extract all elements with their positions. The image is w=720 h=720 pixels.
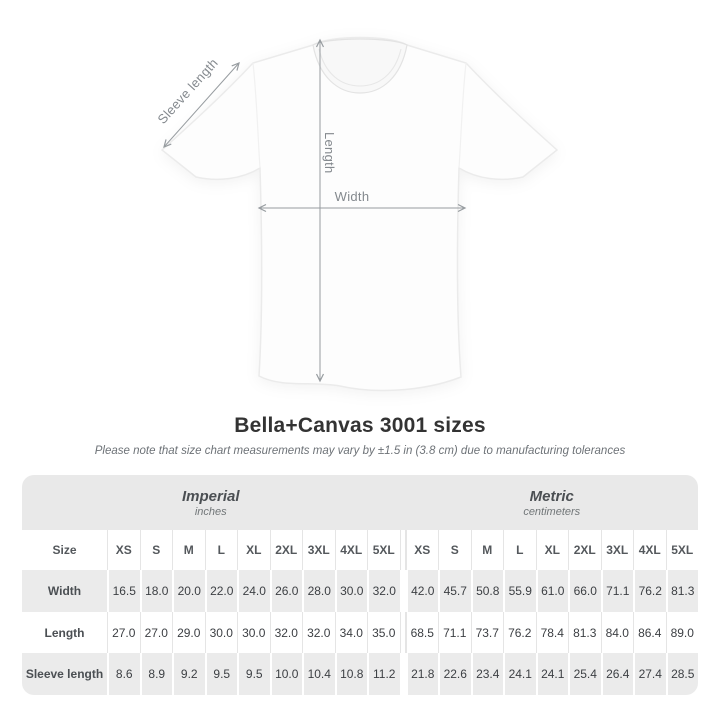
size-col-header: S: [140, 530, 173, 570]
value-cell: 86.4: [633, 612, 666, 653]
size-col-header: M: [471, 530, 504, 570]
value-cell: 18.0: [140, 570, 173, 612]
value-cell: 22.6: [438, 653, 471, 695]
value-cell: 30.0: [335, 570, 368, 612]
value-cell: 68.5: [406, 612, 439, 653]
value-cell: 22.0: [205, 570, 238, 612]
size-col-header: 2XL: [270, 530, 303, 570]
value-cell: 9.5: [237, 653, 270, 695]
value-cell: 8.6: [107, 653, 140, 695]
value-cell: 84.0: [601, 612, 634, 653]
value-cell: 24.1: [536, 653, 569, 695]
value-cell: 20.0: [172, 570, 205, 612]
size-col-header: 3XL: [302, 530, 335, 570]
value-cell: 27.0: [140, 612, 173, 653]
value-cell: 16.5: [107, 570, 140, 612]
value-cell: 34.0: [335, 612, 368, 653]
value-cell: 27.0: [107, 612, 140, 653]
size-col-header: 2XL: [568, 530, 601, 570]
value-cell: 45.7: [438, 570, 471, 612]
value-cell: 10.8: [335, 653, 368, 695]
metric-label: Metric: [529, 487, 574, 505]
size-col-header: XL: [237, 530, 270, 570]
metric-group-header: [406, 475, 699, 530]
imperial-group-header: [22, 475, 400, 530]
length-dimension-label: Length: [322, 132, 337, 174]
size-col-header: XL: [536, 530, 569, 570]
size-col-header: XS: [107, 530, 140, 570]
value-cell: 28.5: [666, 653, 699, 695]
value-cell: 76.2: [633, 570, 666, 612]
value-cell: 26.0: [270, 570, 303, 612]
value-cell: 30.0: [205, 612, 238, 653]
value-cell: 24.0: [237, 570, 270, 612]
tshirt-graphic: [162, 38, 557, 391]
value-cell: 21.8: [406, 653, 439, 695]
value-cell: 26.4: [601, 653, 634, 695]
value-cell: 10.0: [270, 653, 303, 695]
size-col-header: L: [205, 530, 238, 570]
size-col-header: 3XL: [601, 530, 634, 570]
value-cell: 66.0: [568, 570, 601, 612]
value-cell: 71.1: [438, 612, 471, 653]
value-cell: 32.0: [367, 570, 400, 612]
value-cell: 55.9: [503, 570, 536, 612]
row-label: Sleeve length: [22, 653, 107, 695]
imperial-unit: inches: [194, 505, 227, 518]
value-cell: 81.3: [568, 612, 601, 653]
size-col-header: 4XL: [633, 530, 666, 570]
value-cell: 9.5: [205, 653, 238, 695]
value-cell: 25.4: [568, 653, 601, 695]
imperial-label: Imperial: [181, 487, 240, 505]
metric-unit: centimeters: [523, 505, 581, 518]
tolerance-note: Please note that size chart measurements may vary by ±1.5 in (3.8 cm) due to manufacturing tolerances: [94, 445, 626, 457]
value-cell: 23.4: [471, 653, 504, 695]
value-cell: 32.0: [270, 612, 303, 653]
row-label: Length: [44, 625, 85, 640]
table-row-width: [22, 570, 698, 612]
value-cell: 11.2: [367, 653, 400, 695]
value-cell: 9.2: [172, 653, 205, 695]
value-cell: 32.0: [302, 612, 335, 653]
value-cell: 42.0: [406, 570, 439, 612]
size-corner-label: Size: [52, 543, 77, 557]
value-cell: 89.0: [666, 612, 699, 653]
size-col-header: L: [503, 530, 536, 570]
value-cell: 27.4: [633, 653, 666, 695]
size-col-header: 5XL: [666, 530, 699, 570]
size-col-header: XS: [406, 530, 439, 570]
unit-group-header: [22, 475, 698, 530]
value-cell: 35.0: [367, 612, 400, 653]
value-cell: 76.2: [503, 612, 536, 653]
value-cell: 50.8: [471, 570, 504, 612]
value-cell: 73.7: [471, 612, 504, 653]
value-cell: 29.0: [172, 612, 205, 653]
size-col-header: 4XL: [335, 530, 368, 570]
value-cell: 30.0: [237, 612, 270, 653]
value-cell: 81.3: [666, 570, 699, 612]
value-cell: 28.0: [302, 570, 335, 612]
size-col-header: 5XL: [367, 530, 400, 570]
value-cell: 10.4: [302, 653, 335, 695]
value-cell: 78.4: [536, 612, 569, 653]
size-table: [22, 475, 698, 695]
value-cell: 24.1: [503, 653, 536, 695]
size-col-header: M: [172, 530, 205, 570]
value-cell: 8.9: [140, 653, 173, 695]
width-dimension-label: Width: [334, 189, 370, 204]
size-header-row: [22, 530, 698, 570]
value-cell: 71.1: [601, 570, 634, 612]
table-row-sleeve-length: [22, 653, 698, 695]
row-label: Width: [22, 570, 107, 612]
sleeve-length-dimension-label: Sleeve length: [154, 55, 221, 127]
table-row-length: [22, 612, 698, 653]
size-col-header: S: [438, 530, 471, 570]
page-title: Bella+Canvas 3001 sizes: [234, 414, 486, 437]
value-cell: 61.0: [536, 570, 569, 612]
